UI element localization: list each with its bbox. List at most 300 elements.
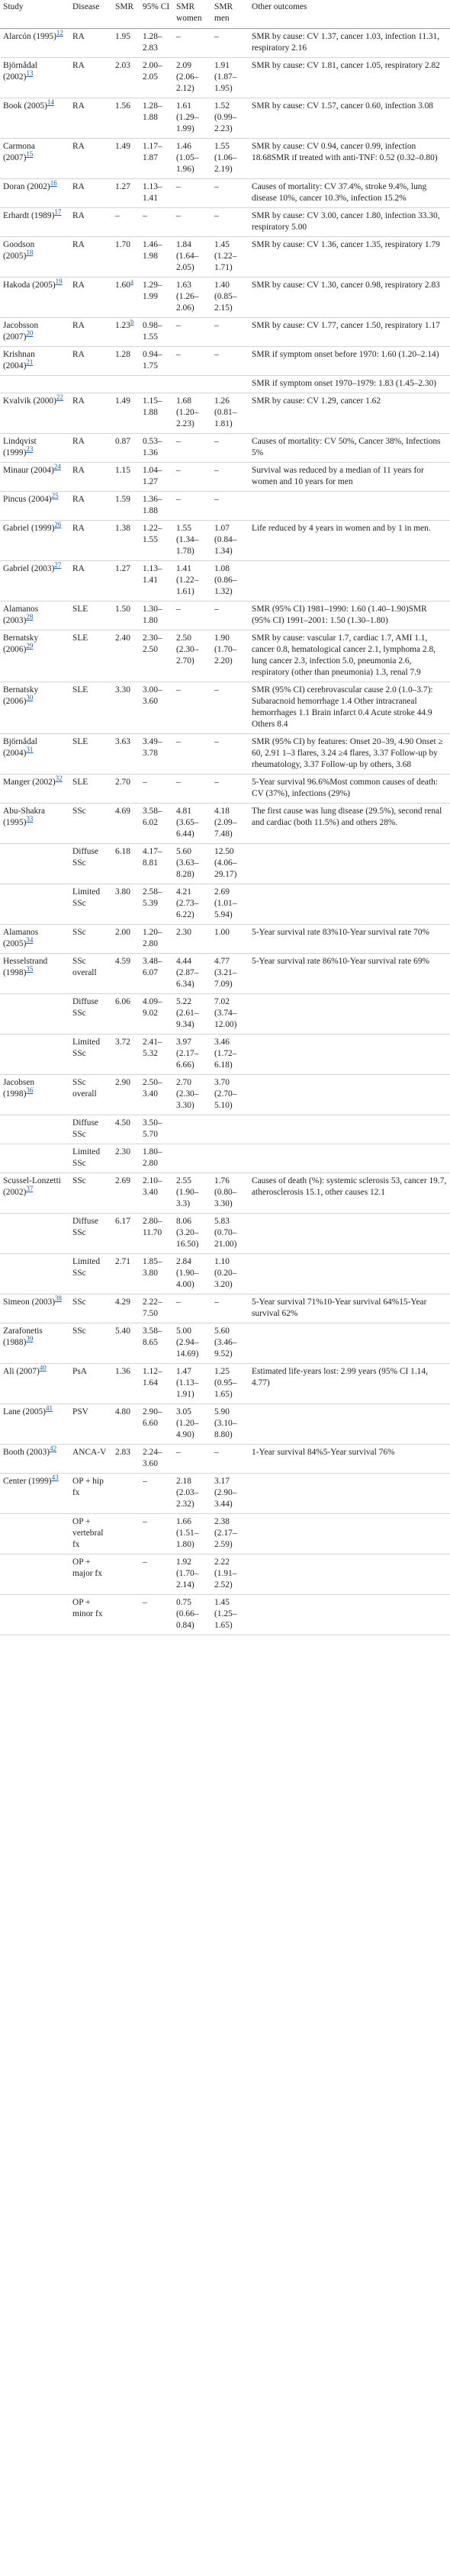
cell-ci-value: 2.24–3.60 (143, 1448, 162, 1468)
cell-ci (140, 682, 173, 734)
cell-other-outcomes-value: SMR by cause: CV 1.30, cancer 0.98, respiratory 2.83 (252, 281, 440, 290)
cell-other-outcomes (249, 954, 450, 994)
cell-study (0, 347, 69, 376)
cell-smr (112, 994, 140, 1035)
cell-smr-men (211, 58, 249, 98)
cell-ci (140, 393, 173, 434)
cell-other-outcomes (249, 630, 450, 682)
cell-other-outcomes-value: Survival was reduced by a median of 11 years for women and 10 years for men (252, 466, 424, 486)
cell-smr (112, 277, 140, 318)
cell-smr-women-value: 2.84 (1.90–4.00) (176, 1257, 199, 1289)
cell-study (0, 954, 69, 994)
cell-smr (112, 179, 140, 208)
cell-smr (112, 561, 140, 601)
cell-ci (140, 601, 173, 630)
study-author: Lindqvist (1999) (3, 437, 37, 457)
cell-smr-value: 1.28 (115, 350, 130, 359)
cell-smr-men (211, 1254, 249, 1294)
study-author: Lane (2005) (3, 1407, 46, 1416)
cell-ci-value: 1.20–2.80 (143, 928, 162, 948)
reference-link[interactable]: 23 (26, 445, 34, 454)
cell-smr-men (211, 318, 249, 347)
cell-smr-men (211, 682, 249, 734)
cell-disease-value: OP + major fx (72, 1557, 102, 1578)
cell-smr-value: 4.50 (115, 1118, 130, 1128)
cell-smr (112, 1474, 140, 1514)
reference-link[interactable]: 12 (56, 29, 63, 37)
reference-link[interactable]: 17 (54, 208, 62, 217)
cell-ci-value: 1.30–1.80 (143, 605, 162, 625)
cell-disease-value: SSc (72, 928, 86, 937)
cell-other-outcomes-value: SMR by cause: CV 3.00, cancer 1.80, infection 33.30, respiratory 5.00 (252, 211, 440, 232)
cell-other-outcomes (249, 58, 450, 98)
cell-smr-men (211, 1404, 249, 1445)
cell-study (0, 1554, 69, 1595)
cell-ci-value: 2.00–2.05 (143, 61, 162, 82)
cell-disease-value: SSc (72, 1298, 86, 1307)
cell-disease-value: SSc overall (72, 957, 97, 977)
cell-other-outcomes (249, 1035, 450, 1075)
cell-smr-men-value: – (214, 605, 219, 614)
cell-smr-men (211, 1445, 249, 1474)
cell-smr-value: 4.59 (115, 957, 130, 966)
cell-smr-men (211, 884, 249, 925)
cell-ci (140, 58, 173, 98)
cell-smr-women-value: 5.00 (2.94–14.69) (176, 1326, 199, 1359)
table-row (0, 1254, 450, 1294)
cell-study (0, 521, 69, 561)
cell-disease-value: OP + minor fx (72, 1598, 103, 1618)
cell-ci-value: – (143, 211, 147, 220)
table-row (0, 601, 450, 630)
cell-disease-value: RA (72, 396, 85, 406)
cell-ci (140, 561, 173, 601)
cell-study (0, 1474, 69, 1514)
cell-other-outcomes (249, 393, 450, 434)
reference-link[interactable]: 13 (26, 69, 34, 78)
cell-smr-women (173, 1214, 211, 1254)
cell-disease (69, 734, 112, 775)
table-row (0, 1294, 450, 1323)
table-row (0, 1115, 450, 1144)
cell-ci-value: 2.80–11.70 (143, 1217, 162, 1237)
cell-smr (112, 521, 140, 561)
cell-smr-women (173, 1115, 211, 1144)
cell-ci (140, 1173, 173, 1214)
cell-smr-men-value: – (214, 1448, 219, 1457)
reference-link[interactable]: 38 (55, 1294, 63, 1303)
reference-link[interactable]: 40 (39, 1364, 47, 1372)
cell-smr-women (173, 58, 211, 98)
table-row (0, 954, 450, 994)
table-body (0, 29, 450, 1635)
cell-smr (112, 29, 140, 58)
cell-ci (140, 237, 173, 277)
reference-link[interactable]: 26 (54, 521, 62, 529)
cell-smr-men-value: 5.90 (3.10–8.80) (214, 1407, 237, 1439)
reference-link[interactable]: 36 (26, 1086, 34, 1095)
cell-disease (69, 994, 112, 1035)
table-row (0, 1075, 450, 1115)
cell-smr-men-value: 1.90 (1.70–2.20) (214, 634, 237, 666)
cell-other-outcomes (249, 844, 450, 884)
cell-smr-value: 1.50 (115, 605, 130, 614)
cell-smr-men-value: – (214, 437, 219, 446)
cell-ci-value: 1.85–3.80 (143, 1257, 162, 1278)
cell-smr (112, 58, 140, 98)
study-author: Gabriel (2003) (3, 564, 55, 573)
cell-smr-men-value: – (214, 321, 219, 330)
cell-smr-women-value: 5.22 (2.61–9.34) (176, 997, 199, 1029)
cell-smr-women-value: – (176, 495, 181, 504)
cell-smr-women (173, 29, 211, 58)
cell-disease-value: RA (72, 281, 85, 290)
cell-ci (140, 954, 173, 994)
cell-study (0, 1514, 69, 1554)
cell-other-outcomes-value: SMR by cause: CV 1.57, cancer 0.60, infection 3.08 (252, 101, 434, 111)
cell-smr-women-value: 8.06 (3.20–16.50) (176, 1217, 199, 1249)
cell-disease-value: RA (72, 32, 85, 41)
cell-disease-value: SLE (72, 737, 88, 746)
cell-ci-value: 2.50–3.40 (143, 1078, 162, 1099)
reference-link[interactable]: 41 (45, 1404, 53, 1413)
cell-smr-women (173, 347, 211, 376)
cell-smr-men (211, 1075, 249, 1115)
reference-link[interactable]: 34 (26, 936, 34, 945)
cell-smr-women-value: – (176, 1298, 181, 1307)
cell-disease (69, 492, 112, 521)
cell-smr-value: 3.80 (115, 887, 130, 897)
cell-disease (69, 393, 112, 434)
cell-disease (69, 277, 112, 318)
cell-smr-women (173, 1364, 211, 1404)
cell-other-outcomes (249, 277, 450, 318)
study-author: Ali (2007) (3, 1367, 40, 1376)
cell-smr-women-value: 1.63 (1.26–2.06) (176, 281, 199, 313)
table-row (0, 208, 450, 237)
cell-disease (69, 347, 112, 376)
reference-link[interactable]: 32 (55, 775, 63, 783)
reference-link[interactable]: 24 (53, 463, 61, 471)
table-row (0, 1404, 450, 1445)
cell-smr-women-value: 2.09 (2.06–2.12) (176, 61, 199, 93)
table-row (0, 463, 450, 492)
cell-smr-men (211, 1514, 249, 1554)
study-author: Jacobsson (2007) (3, 321, 39, 342)
cell-smr-value: 1.36 (115, 1367, 130, 1376)
cell-ci-value: 1.13–1.41 (143, 182, 162, 203)
cell-smr-men (211, 775, 249, 804)
reference-link[interactable]: 25 (51, 492, 59, 500)
cell-smr-men-value: 1.00 (214, 928, 230, 937)
cell-ci-value: 2.10–3.40 (143, 1176, 162, 1197)
cell-smr-women (173, 844, 211, 884)
footnote-link[interactable]: b (130, 318, 134, 326)
cell-smr-women-value: – (176, 437, 181, 446)
table-row (0, 844, 450, 884)
cell-smr-men-value: 1.25 (0.95–1.65) (214, 1367, 237, 1399)
cell-other-outcomes-value: Estimated life-years lost: 2.99 years (95% CI 1.14, 4.77) (252, 1367, 428, 1387)
cell-smr-women-value: 1.46 (1.05–1.96) (176, 142, 199, 174)
reference-link[interactable]: 27 (54, 561, 62, 569)
reference-link[interactable]: 42 (50, 1445, 57, 1453)
cell-disease (69, 521, 112, 561)
cell-ci-value: 1.13–1.41 (143, 564, 162, 585)
cell-other-outcomes (249, 804, 450, 844)
cell-other-outcomes-value: SMR by cause: CV 0.94, cancer 0.99, infection 18.68SMR if treated with anti-TNF: 0.52 (0.32–0.80) (252, 142, 438, 162)
cell-other-outcomes-value: SMR (95% CI) 1981–1990: 1.60 (1.40–1.90)SMR (95% CI) 1991–2001: 1.50 (1.30–1.80) (252, 605, 427, 625)
cell-study (0, 1173, 69, 1214)
cell-smr-men (211, 1294, 249, 1323)
cell-other-outcomes-value: SMR by cause: vascular 1.7, cardiac 1.7, AMI 1.1, cancer 0.8, hematological cancer 2.1, lymphoma 2.8, lung cancer 2.3, infection 5.0, pneumonia 2.6, respiratory (other than pneumonia) 1.3, renal 7.9 (252, 634, 436, 677)
reference-link[interactable]: 43 (51, 1474, 59, 1482)
cell-smr-women (173, 492, 211, 521)
table-row (0, 139, 450, 179)
study-author: Book (2005) (3, 101, 47, 111)
cell-smr-men (211, 463, 249, 492)
cell-smr-men (211, 630, 249, 682)
cell-study (0, 1404, 69, 1445)
cell-other-outcomes (249, 1445, 450, 1474)
cell-other-outcomes (249, 1294, 450, 1323)
cell-disease-value: Limited SSc (72, 1257, 101, 1278)
cell-smr-men (211, 1144, 249, 1173)
reference-link[interactable]: 18 (26, 249, 34, 257)
cell-smr (112, 1035, 140, 1075)
cell-smr-women (173, 601, 211, 630)
cell-disease (69, 561, 112, 601)
cell-smr (112, 1445, 140, 1474)
cell-study (0, 994, 69, 1035)
table-row (0, 393, 450, 434)
cell-disease (69, 1294, 112, 1323)
cell-smr-men (211, 434, 249, 463)
study-author: Booth (2003) (3, 1448, 50, 1457)
cell-ci (140, 521, 173, 561)
cell-disease-value: Limited SSc (72, 887, 101, 908)
table-row (0, 630, 450, 682)
cell-other-outcomes (249, 376, 450, 393)
study-author: Goodson (2005) (3, 240, 35, 261)
reference-link[interactable]: 14 (47, 98, 54, 107)
study-author: Scussel-Lonzetti (2002) (3, 1176, 61, 1197)
footnote-link[interactable]: a (130, 277, 133, 286)
cell-disease-value: RA (72, 321, 85, 330)
table-header (0, 0, 450, 29)
cell-smr-men (211, 734, 249, 775)
cell-smr-men (211, 98, 249, 139)
cell-smr (112, 237, 140, 277)
cell-ci (140, 1035, 173, 1075)
cell-smr-value: 2.90 (115, 1078, 130, 1087)
cell-smr-men (211, 29, 249, 58)
cell-ci (140, 208, 173, 237)
cell-smr-men-value: 3.46 (1.72–6.18) (214, 1038, 237, 1070)
cell-smr-men (211, 277, 249, 318)
study-author: Doran (2002) (3, 182, 50, 191)
cell-smr (112, 1514, 140, 1554)
cell-disease (69, 682, 112, 734)
cell-smr-men-value: 5.60 (3.46–9.52) (214, 1326, 237, 1359)
cell-other-outcomes (249, 1144, 450, 1173)
cell-disease-value: PsA (72, 1367, 87, 1376)
cell-smr-women (173, 775, 211, 804)
reference-link[interactable]: 21 (26, 358, 34, 367)
table-row (0, 179, 450, 208)
cell-other-outcomes-value: SMR if symptom onset 1970–1979: 1.83 (1.45–2.30) (252, 379, 437, 388)
cell-smr-women (173, 682, 211, 734)
cell-study (0, 775, 69, 804)
cell-ci (140, 463, 173, 492)
table-row (0, 1595, 450, 1635)
cell-smr-men-value: 1.52 (0.99–2.23) (214, 101, 237, 133)
table-row (0, 376, 450, 393)
cell-smr-men-value: – (214, 182, 219, 191)
cell-smr-value: 2.71 (115, 1257, 130, 1266)
cell-smr-value: 1.27 (115, 564, 130, 573)
cell-smr-men-value: – (214, 1298, 219, 1307)
cell-smr-men (211, 1595, 249, 1635)
reference-link[interactable]: 28 (26, 613, 34, 621)
reference-link[interactable]: 16 (50, 179, 57, 188)
cell-ci-value: 3.58–6.02 (143, 807, 162, 827)
cell-smr-women-value: 3.97 (2.17–6.66) (176, 1038, 199, 1070)
reference-link[interactable]: 35 (26, 965, 34, 974)
cell-smr-women (173, 1294, 211, 1323)
cell-disease (69, 1364, 112, 1404)
study-author: Minaur (2004) (3, 466, 54, 475)
cell-smr-women-value: 1.68 (1.20–2.23) (176, 396, 199, 428)
cell-disease (69, 601, 112, 630)
cell-ci (140, 29, 173, 58)
cell-ci-value: 3.49–3.78 (143, 737, 162, 758)
cell-smr-women (173, 734, 211, 775)
cell-study (0, 804, 69, 844)
table-row (0, 1364, 450, 1404)
reference-link[interactable]: 15 (26, 150, 34, 159)
cell-smr (112, 434, 140, 463)
cell-smr-women (173, 630, 211, 682)
cell-other-outcomes (249, 1075, 450, 1115)
cell-smr-men (211, 1115, 249, 1144)
reference-link[interactable]: 22 (56, 393, 63, 402)
reference-link[interactable]: 37 (26, 1185, 34, 1193)
cell-disease-value: RA (72, 240, 85, 249)
cell-disease (69, 318, 112, 347)
cell-disease-value: RA (72, 142, 85, 151)
cell-ci (140, 1445, 173, 1474)
reference-link[interactable]: 29 (26, 642, 34, 650)
cell-disease-value: RA (72, 524, 85, 533)
cell-other-outcomes (249, 1474, 450, 1514)
cell-disease (69, 208, 112, 237)
cell-smr-women-value: – (176, 350, 181, 359)
cell-disease-value: SLE (72, 685, 88, 695)
header-study: Study (0, 0, 69, 29)
study-author: Krishnan (2004) (3, 350, 35, 371)
cell-ci-value: 1.04–1.27 (143, 466, 162, 486)
cell-smr (112, 734, 140, 775)
cell-smr-women-value: 2.70 (2.30–3.30) (176, 1078, 199, 1110)
cell-smr-men (211, 376, 249, 393)
cell-smr-value: 1.56 (115, 101, 130, 111)
cell-smr-men (211, 804, 249, 844)
cell-smr (112, 1323, 140, 1364)
cell-smr-men-value: 1.45 (1.25–1.65) (214, 1598, 237, 1630)
cell-other-outcomes-value: Causes of death (%): systemic sclerosis 53, cancer 19.7, atherosclerosis 15.1, other causes 12.1 (252, 1176, 447, 1197)
cell-smr-men-value: – (214, 466, 219, 475)
cell-smr-women (173, 1144, 211, 1173)
cell-disease-value: RA (72, 101, 85, 111)
cell-disease (69, 29, 112, 58)
reference-link[interactable]: 20 (26, 329, 34, 338)
table-row (0, 734, 450, 775)
cell-study (0, 1595, 69, 1635)
cell-ci (140, 179, 173, 208)
cell-study (0, 1445, 69, 1474)
cell-smr-women-value: 4.44 (2.87–6.34) (176, 957, 199, 989)
cell-ci-value: 3.58–8.65 (143, 1326, 162, 1347)
cell-other-outcomes-value: 1-Year survival 84%5-Year survival 76% (252, 1448, 395, 1457)
cell-other-outcomes-value: 5-Year survival 71%10-Year survival 64%15-Year survival 62% (252, 1298, 427, 1318)
cell-smr (112, 463, 140, 492)
cell-smr-men-value: 1.26 (0.81–1.81) (214, 396, 237, 428)
cell-smr-men (211, 1554, 249, 1595)
cell-smr-women (173, 1474, 211, 1514)
cell-smr-women (173, 1075, 211, 1115)
cell-smr-women-value: 2.55 (1.90–3.3) (176, 1176, 199, 1208)
cell-smr-value: 2.30 (115, 1147, 130, 1156)
reference-link[interactable]: 30 (26, 694, 34, 702)
cell-smr-value: 2.40 (115, 634, 130, 643)
cell-smr (112, 139, 140, 179)
reference-link[interactable]: 33 (26, 815, 34, 823)
cell-other-outcomes (249, 1173, 450, 1214)
cell-smr-value: 1.60 (115, 281, 130, 290)
cell-disease-value: RA (72, 350, 85, 359)
cell-ci-value: 1.12–1.64 (143, 1367, 162, 1387)
reference-link[interactable]: 19 (55, 277, 63, 286)
cell-other-outcomes (249, 29, 450, 58)
cell-smr-women-value: 3.05 (1.20–4.90) (176, 1407, 199, 1439)
cell-disease-value: SLE (72, 605, 88, 614)
cell-disease (69, 630, 112, 682)
header-ci: 95% CI (140, 0, 173, 29)
reference-link[interactable]: 31 (26, 746, 34, 754)
cell-smr-men-value: 1.07 (0.84–1.34) (214, 524, 237, 556)
cell-smr-men (211, 139, 249, 179)
study-author: Hakoda (2005) (3, 281, 56, 290)
cell-smr-men-value: 1.76 (0.80–3.30) (214, 1176, 237, 1208)
cell-study (0, 1115, 69, 1144)
cell-smr-women-value: 1.55 (1.34–1.78) (176, 524, 199, 556)
cell-study (0, 734, 69, 775)
cell-ci-value: 1.17–1.87 (143, 142, 162, 162)
cell-other-outcomes (249, 884, 450, 925)
cell-smr (112, 954, 140, 994)
cell-smr-value: 3.72 (115, 1038, 130, 1047)
cell-smr-women-value: – (176, 211, 181, 220)
cell-smr (112, 1214, 140, 1254)
cell-other-outcomes (249, 994, 450, 1035)
study-author: Erhardt (1989) (3, 211, 55, 220)
cell-smr-women-value: 1.61 (1.29–1.99) (176, 101, 199, 133)
cell-other-outcomes (249, 139, 450, 179)
cell-smr-value: 6.06 (115, 997, 130, 1006)
cell-ci (140, 1595, 173, 1635)
reference-link[interactable]: 39 (26, 1335, 34, 1343)
study-author: Abu-Shakra (1995) (3, 807, 46, 827)
